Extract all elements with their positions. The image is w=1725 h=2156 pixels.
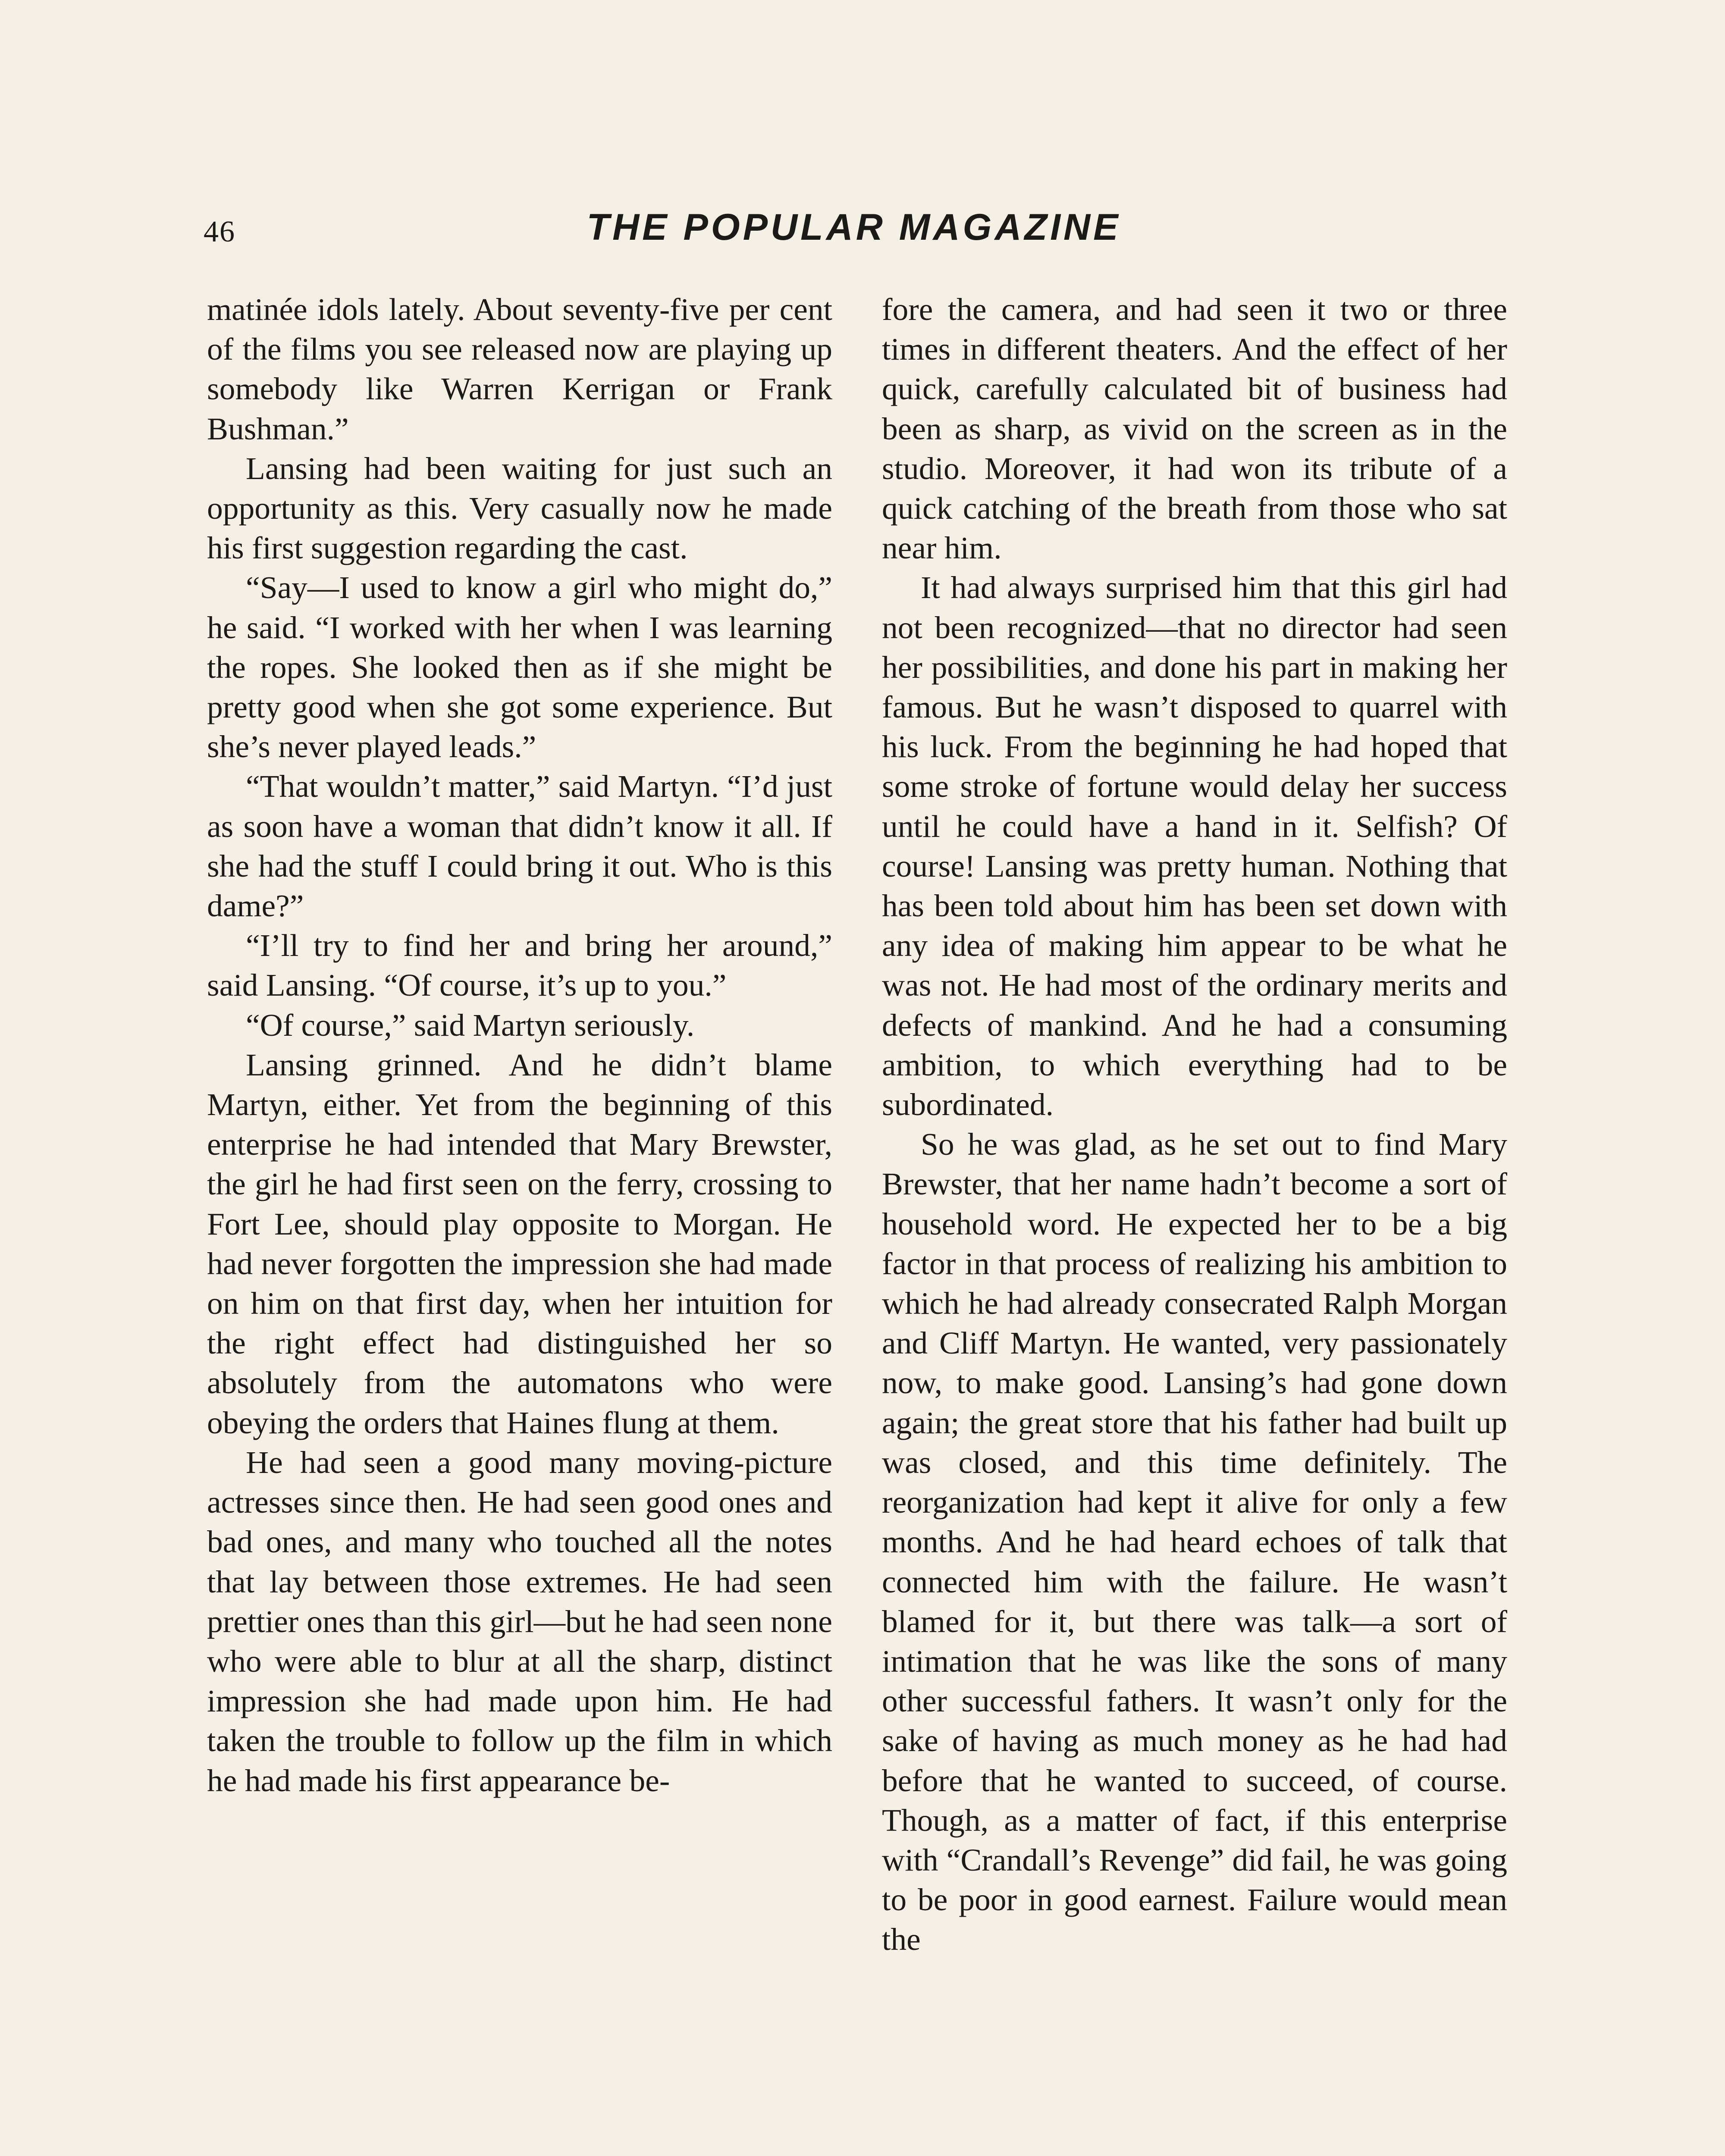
paragraph: It had always surprised him that this girl had not been recognized—that no director had seen her possibilities, and done his part in making her famous. But he wasn’t disposed to quarrel with his luck. From the beginning he had hoped that some stroke of fortune would delay her success until he could have a hand in it. Selfish? Of course! Lansing was pretty human. Nothing that has been told about him has been set down with any idea of making him appear to be what he was not. He had most of the ordinary merits and defects of mankind. And he had a consuming ambition, to which everything had to be subordinated.	[882, 570, 1507, 1122]
running-head: THE POPULAR MAGAZINE	[586, 207, 1121, 248]
paragraph: “That wouldn’t matter,” said Martyn. “I’d just as soon have a woman that didn’t know it all. If she had the stuff I could bring it out. Who is this dame?”	[207, 769, 832, 924]
paragraph: So he was glad, as he set out to find Mary Brewster, that her name hadn’t become a sort of household word. He expected her to be a big factor in that process of realizing his ambition to which he had already consecrated Ralph Morgan and Cliff Martyn. He wanted, very passionately now, to make good. Lansing’s had gone down again; the great store that his father had built up was closed, and this time definitely. The reorganization had kept it alive for only a few months. And he had heard echoes of talk that connected him with the failure. He wasn’t blamed for it, but there was talk—a sort of intimation that he was like the sons of many other successful fathers. It wasn’t only for the sake of having as much money as he had had before that he wanted to succeed, of course. Though, as a matter of fact, if this enterprise with “Crandall’s Revenge” did fail, he was going to be poor in good earnest. Failure would mean the	[882, 1127, 1507, 1957]
paragraph: Lansing had been waiting for just such an opportunity as this. Very casually now he made his first suggestion regarding the cast.	[207, 451, 832, 566]
paragraph: matinée idols lately. About seventy-five per cent of the films you see released now are playing up somebody like Warren Kerrigan or Frank Bushman.”	[207, 292, 832, 446]
paragraph: “I’ll try to find her and bring her around,” said Lansing. “Of course, it’s up to you.”	[207, 928, 832, 1003]
paragraph: fore the camera, and had seen it two or three times in different theaters. And the effect of her quick, carefully calculated bit of business had been as sharp, as vivid on the screen as in the studio. Moreover, it had won its tribute of a quick catching of the breath from those who sat near him.	[882, 292, 1507, 566]
right-column	[882, 290, 1507, 1960]
paragraph: Lansing grinned. And he didn’t blame Martyn, either. Yet from the beginning of this enterprise he had intended that Mary Brewster, the girl he had first seen on the ferry, crossing to Fort Lee, should play opposite to Morgan. He had never forgotten the impression she had made on him on that first day, when her intuition for the right effect had distinguished her so absolutely from the automatons who were obeying the orders that Haines flung at them.	[207, 1047, 832, 1440]
left-column	[207, 290, 832, 1801]
paragraph: He had seen a good many moving-picture actresses since then. He had seen good ones and bad ones, and many who touched all the notes that lay between those extremes. He had seen prettier ones than this girl—but he had seen none who were able to blur at all the sharp, distinct impression she had made upon him. He had taken the trouble to follow up the film in which he had made his first appearance be-	[207, 1445, 832, 1798]
page-number: 46	[204, 215, 235, 248]
paragraph: “Of course,” said Martyn seriously.	[246, 1007, 695, 1043]
paragraph: “Say—I used to know a girl who might do,” he said. “I worked with her when I was learning the ropes. She looked then as if she might be pretty good when she got some experience. But she’s never played leads.”	[207, 570, 832, 765]
